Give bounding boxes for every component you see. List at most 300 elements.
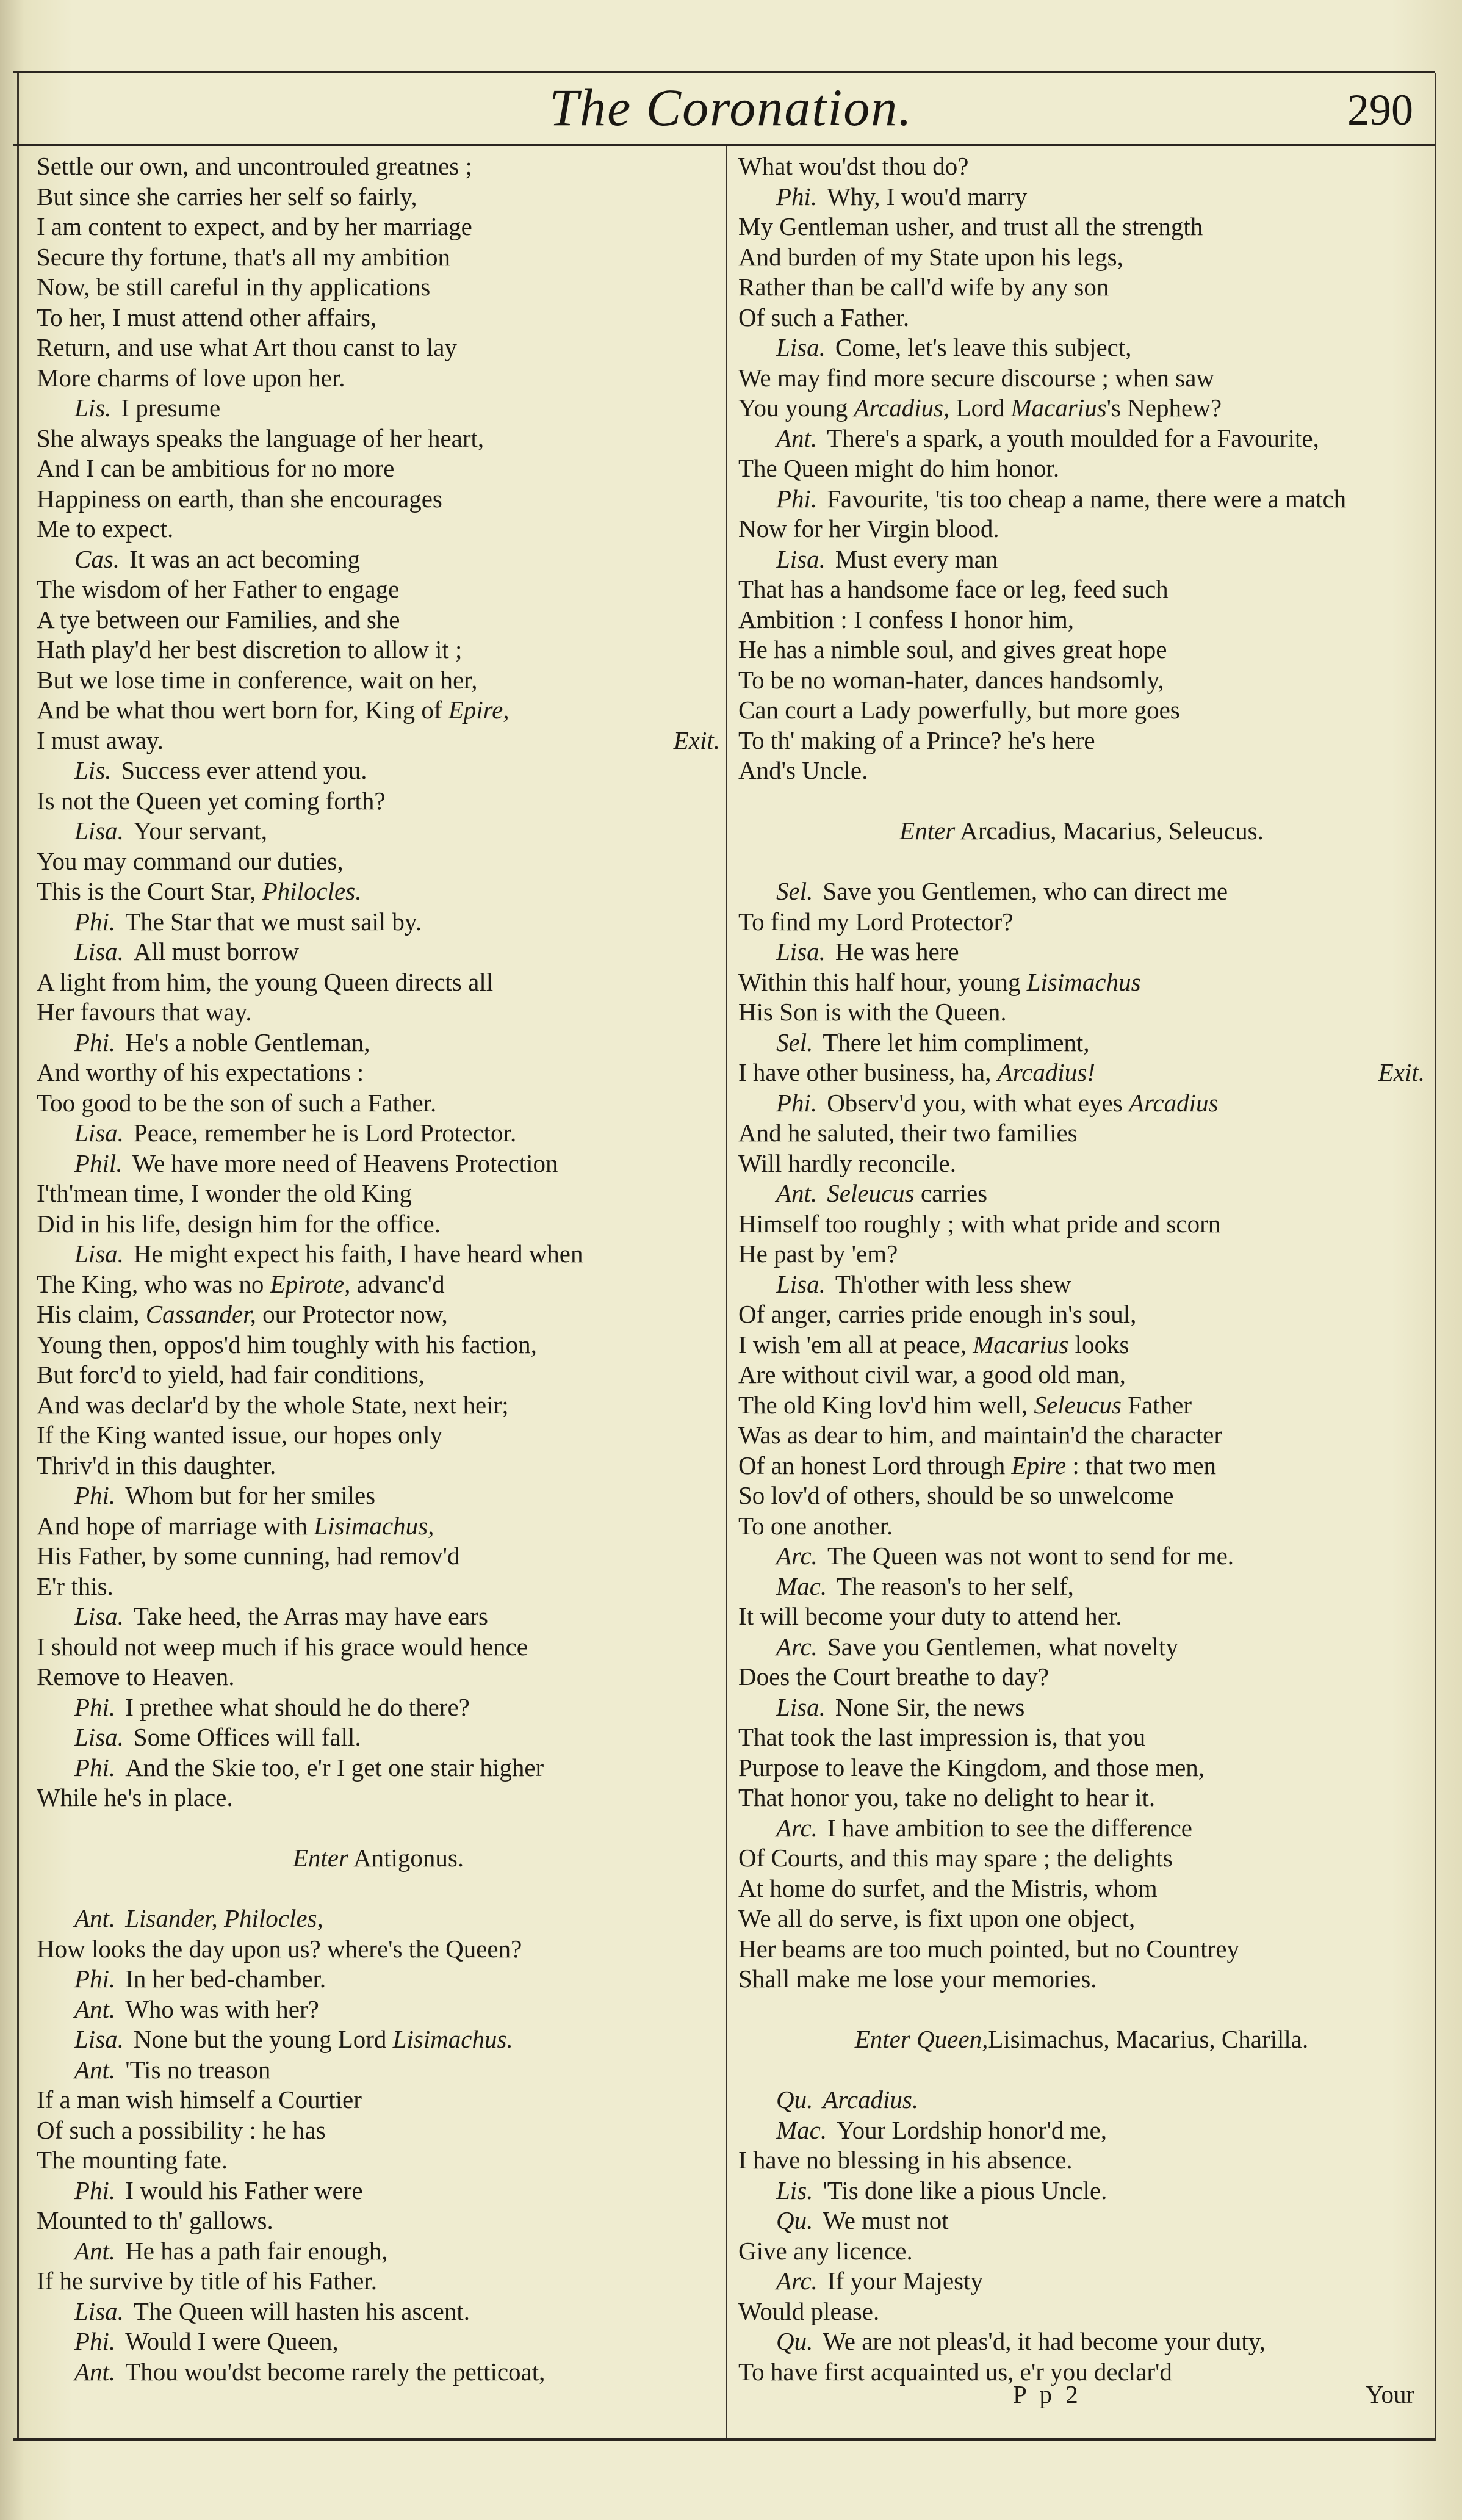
speaker-label: Lisa. [776,1269,826,1298]
verse-line [738,303,1425,333]
line-text: Give any licence. [738,2236,913,2265]
line-text: To have first acquainted us, e'r you declar'd [738,2357,1172,2386]
speaker-label: Phi. [74,1965,116,1993]
speaker-label: Phi. [74,2327,116,2355]
line-text: And he saluted, their two families [738,1119,1078,1147]
stage-direction [738,816,1425,847]
italic-name: Arcadius [1128,1088,1219,1117]
italic-name: Macarius [973,1330,1069,1359]
line-text: You may command our duties, [37,847,344,875]
line-text: A light from him, the young Queen directs all [37,967,494,996]
line-text: Within this half hour, young [738,967,1021,996]
verse-line [738,1934,1425,1965]
speaker-label: Qu. [776,2327,813,2355]
italic-name: Arcadius! [997,1058,1095,1086]
verse-line [37,2266,720,2297]
verse-line [738,1722,1425,1753]
line-text: At home do surfet, and the Mistris, whom [738,1874,1158,1902]
verse-line [37,1269,720,1300]
verse-line [37,786,720,817]
verse-line [738,1420,1425,1451]
line-text: If he survive by title of his Father. [37,2267,377,2295]
line-text: It was an act becoming [129,544,361,573]
line-text: Thou wou'dst become rarely the petticoat, [125,2357,546,2386]
verse-line [37,1662,720,1692]
verse-line [37,303,720,333]
line-text: He was here [835,937,959,966]
line-text: None but the young Lord [133,2025,387,2053]
line-text: Take heed, the Arras may have ears [133,1602,489,1630]
line-text: Your servant, [133,817,267,845]
speaker-label: Qu. [776,2206,813,2234]
verse-line [738,1058,1425,1088]
line-text: But forc'd to yield, had fair conditions, [37,1360,425,1388]
line-text: I presume [121,394,221,422]
line-text: If your Majesty [827,2267,983,2295]
line-text: Of such a Father. [738,303,910,331]
italic-name: Seleucus [1034,1390,1122,1419]
speaker-label: Phi. [74,1753,116,1782]
speaker-label: Phi. [74,1028,116,1056]
verse-line [37,333,720,363]
verse-line [37,1390,720,1421]
line-text: I have no blessing in his absence. [738,2146,1073,2174]
speaker-label: Qu. [776,2085,813,2114]
line-text: Come, let's leave this subject, [835,333,1132,361]
verse-line [37,1722,720,1753]
verse-line [37,574,720,605]
speaker-label: Lisa. [74,2297,124,2325]
verse-line [738,1028,1425,1058]
line-text: She always speaks the language of her heart, [37,424,484,452]
line-text: I prethee what should he do there? [125,1692,470,1721]
speaker-label: Lisa. [74,1602,124,1630]
line-text: We must not [823,2206,949,2234]
line-text: How looks the day upon us? where's the Queen? [37,1934,522,1963]
line-text: There let him compliment, [823,1028,1090,1056]
line-text: 'Tis done like a pious Uncle. [823,2176,1107,2204]
verse-line [37,242,720,273]
line-text: What wou'dst thou do? [738,152,969,180]
line-text: And the Skie too, e'r I get one stair higher [125,1753,544,1782]
line-text: So lov'd of others, should be so unwelcome [738,1481,1174,1509]
line-text: Of such a possibility : he has [37,2115,326,2144]
line-text: Save you Gentlemen, who can direct me [823,877,1228,905]
line-text: To one another. [738,1511,893,1540]
italic-name: Epirote, [270,1269,351,1298]
line-text: Settle our own, and uncontrouled greatnes ; [37,152,472,180]
speaker-label: Arc. [776,1542,818,1570]
line-text: He might expect his faith, I have heard when [133,1240,583,1268]
speaker-label: Phi. [776,182,818,211]
stage-characters: Antigonus. [353,1844,464,1872]
line-text: Her favours that way. [37,998,252,1026]
verse-line [738,151,1425,182]
verse-line [37,151,720,182]
line-text: Will hardly reconcile. [738,1149,956,1177]
line-text: To her, I must attend other affairs, [37,303,377,331]
line-text: Remove to Heaven. [37,1663,235,1691]
verse-line [738,1541,1425,1572]
verse-line [738,484,1425,514]
verse-line [738,1662,1425,1692]
speaker-label: Lis. [74,394,112,422]
line-text: Would I were Queen, [125,2327,339,2355]
line-text: The old King lov'd him well, [738,1390,1028,1419]
verse-line [738,1179,1425,1209]
line-text: We have more need of Heavens Protection [132,1149,558,1177]
line-text: I have other business, ha, [738,1058,992,1086]
line-text: He has a path fair enough, [125,2236,388,2265]
line-text: We may find more secure discourse ; when saw [738,363,1215,392]
speaker-label: Ant. [74,2357,116,2386]
exit-direction: Exit. [673,726,720,754]
speaker-label: Arc. [776,1813,818,1842]
line-text: A tye between our Families, and she [37,605,400,634]
line-text: Purpose to leave the Kingdom, and those men, [738,1753,1205,1782]
line-text-cont: looks [1075,1330,1129,1359]
line-text: Would please. [738,2297,880,2325]
verse-line [37,1179,720,1209]
line-text: Thriv'd in this daughter. [37,1451,276,1479]
line-text: That has a handsome face or leg, feed such [738,575,1169,603]
verse-line [37,1088,720,1119]
verse-line [738,1964,1425,1995]
speaker-label: Phi. [776,484,818,513]
verse-line [37,484,720,514]
verse-line [37,605,720,635]
verse-line [738,1783,1425,1813]
line-text: Her beams are too much pointed, but no Countrey [738,1934,1239,1963]
line-text: The Queen was not wont to send for me. [827,1542,1234,1570]
italic-name: Cassander, [145,1300,256,1328]
verse-line [37,2297,720,2327]
verse-line [738,605,1425,635]
verse-line [37,997,720,1028]
verse-line [37,2176,720,2206]
verse-line [738,574,1425,605]
verse-line [738,393,1425,424]
verse-line [37,937,720,967]
speaker-label: Ant. [74,2236,116,2265]
line-text: To th' making of a Prince? he's here [738,726,1095,754]
line-text: And's Uncle. [738,756,868,784]
line-text: If a man wish himself a Courtier [37,2085,362,2114]
line-text: Why, I wou'd marry [827,182,1028,211]
italic-name: Arcadius. [823,2085,919,2114]
blank-line [738,2055,1425,2085]
verse-line [738,2115,1425,2146]
right-column [738,151,1425,2387]
speaker-label: Lis. [776,2176,813,2204]
verse-line [738,1390,1425,1421]
italic-name: Philocles. [262,877,362,905]
line-text: Shall make me lose your memories. [738,1965,1097,1993]
speaker-label: Lisa. [74,2025,124,2053]
verse-line [738,1601,1425,1632]
verse-line [37,453,720,484]
line-text-cont: our Protector now, [262,1300,448,1328]
verse-line [738,937,1425,967]
speaker-label: Lisa. [776,544,826,573]
stage-verb: Enter [854,2025,910,2053]
line-text-cont: carries [920,1179,988,1207]
verse-line [37,1601,720,1632]
verse-line [37,876,720,907]
verse-line [37,1541,720,1572]
verse-line [738,997,1425,1028]
line-text: Th'other with less shew [835,1269,1071,1298]
speaker-label: Phil. [74,1149,123,1177]
line-text: Did in his life, design him for the office. [37,1209,441,1238]
line-text: Of an honest Lord through [738,1451,1006,1479]
italic-name: Macarius [1010,394,1107,422]
verse-line [738,2327,1425,2357]
verse-line [37,635,720,665]
speaker-label: Ant. [776,424,818,452]
verse-line [738,1874,1425,1904]
speaker-label: Mac. [776,1572,827,1600]
italic-name: Arcadius, [854,394,950,422]
verse-line [738,1360,1425,1390]
column-rule [726,146,727,2438]
verse-line [738,2206,1425,2236]
verse-line [37,665,720,696]
italic-name: Lisimachus, [314,1511,434,1540]
speaker-label: Arc. [776,1632,818,1661]
blank-line [738,847,1425,877]
verse-line [37,1118,720,1149]
line-text: He past by 'em? [738,1240,898,1268]
verse-line [738,726,1425,756]
left-column [37,151,720,2387]
line-text: 'Tis no treason [125,2055,271,2084]
verse-line [37,1299,720,1330]
line-text: Whom but for her smiles [125,1481,376,1509]
verse-line [37,967,720,998]
line-text: The Star that we must sail by. [125,907,422,936]
verse-line [738,453,1425,484]
line-text: I am content to expect, and by her marriage [37,212,472,240]
blank-line [738,1995,1425,2025]
speaker-label: Lisa. [776,1692,826,1721]
line-text: I should not weep much if his grace would hence [37,1632,528,1661]
line-text: All must borrow [133,937,299,966]
line-text: He has a nimble soul, and gives great hope [738,635,1167,663]
verse-line [738,695,1425,726]
verse-line [37,907,720,937]
line-text: Must every man [835,544,998,573]
line-text: But we lose time in conference, wait on her, [37,665,478,694]
verse-line [37,424,720,454]
verse-line [37,1511,720,1542]
line-text: Now, be still careful in thy applications [37,273,431,301]
line-text-cont: Father [1128,1390,1192,1419]
verse-line [37,1239,720,1269]
line-text: Save you Gentlemen, what novelty [827,1632,1178,1661]
speaker-label: Lisa. [776,937,826,966]
verse-line [37,847,720,877]
verse-line [37,2357,720,2388]
speaker-label: Phi. [74,1692,116,1721]
line-text: Rather than be call'd wife by any son [738,273,1109,301]
italic-name: Lisander, Philocles, [125,1904,323,1932]
verse-line [37,1209,720,1240]
line-text: We are not pleas'd, it had become your duty, [823,2327,1266,2355]
speaker-label: Ant. [74,1995,116,2023]
speaker-label: Phi. [74,907,116,936]
line-text: To be no woman-hater, dances handsomly, [738,665,1164,694]
verse-line [37,1481,720,1511]
blank-line [37,1813,720,1844]
verse-line [37,1058,720,1088]
italic-name: Seleucus [827,1179,915,1207]
line-text: Observ'd you, with what eyes [827,1088,1123,1117]
speaker-label: Mac. [776,2115,827,2144]
verse-line [738,1451,1425,1481]
line-text: The reason's to her self, [837,1572,1074,1600]
verse-line [37,1964,720,1995]
speaker-label: Phi. [74,1481,116,1509]
verse-line [738,1753,1425,1783]
line-text: Himself too roughly ; with what pride and scorn [738,1209,1221,1238]
signature-mark: P p 2 [1013,2380,1082,2408]
exit-direction: Exit. [1378,1058,1425,1086]
verse-line [37,2024,720,2055]
verse-line [738,2297,1425,2327]
verse-line [37,1934,720,1965]
line-text: While he's in place. [37,1783,233,1811]
verse-line [37,393,720,424]
line-text: His Father, by some cunning, had remov'd [37,1542,460,1570]
speaker-label: Ant. [776,1179,818,1207]
line-text: Me to expect. [37,514,174,543]
verse-line [738,242,1425,273]
verse-line [37,1692,720,1723]
line-text: Does the Court breathe to day? [738,1663,1049,1691]
line-text: In her bed-chamber. [125,1965,326,1993]
line-text: And burden of my State upon his legs, [738,242,1123,271]
line-text: Too good to be the son of such a Father. [37,1088,437,1117]
line-text-cont: 's Nephew? [1106,394,1222,422]
speaker-label: Phi. [776,1088,818,1117]
verse-line [37,212,720,242]
verse-line [37,1632,720,1663]
line-text: He's a noble Gentleman, [125,1028,370,1056]
stage-characters: Arcadius, Macarius, Seleucus. [960,817,1264,845]
verse-line [37,2206,720,2236]
verse-line [738,1209,1425,1240]
verse-line [37,1783,720,1813]
line-text: This is the Court Star, [37,877,256,905]
verse-line [738,1118,1425,1149]
speaker-label: Lis. [74,756,112,784]
top-rule [13,71,1435,73]
line-text: His Son is with the Queen. [738,998,1007,1026]
line-text: The mounting fate. [37,2146,228,2174]
verse-line [738,1692,1425,1723]
line-text-cont: Lord [956,394,1005,422]
line-text: I'th'mean time, I wonder the old King [37,1179,412,1207]
line-text: That honor you, take no delight to hear it. [738,1783,1156,1811]
verse-line [37,1420,720,1451]
verse-line [37,756,720,786]
stage-verb: Enter [899,817,956,845]
italic-name: Epire, [448,696,510,724]
verse-line [37,2115,720,2146]
verse-line [37,1753,720,1783]
verse-line [37,1149,720,1179]
line-text: Success ever attend you. [121,756,367,784]
verse-line [738,1904,1425,1934]
line-text: Was as dear to him, and maintain'd the character [738,1421,1223,1449]
line-text: Is not the Queen yet coming forth? [37,786,386,815]
line-text: My Gentleman usher, and trust all the strength [738,212,1203,240]
verse-line [37,272,720,303]
verse-line [738,182,1425,212]
line-text: And worthy of his expectations : [37,1058,364,1086]
verse-line [37,2055,720,2085]
page-number: 290 [1347,85,1413,134]
verse-line [738,544,1425,575]
verse-line [37,1360,720,1390]
line-text: Mounted to th' gallows. [37,2206,273,2234]
line-text: Young then, oppos'd him toughly with his faction, [37,1330,537,1359]
speaker-label: Lisa. [74,1119,124,1147]
line-text: I wish 'em all at peace, [738,1330,967,1359]
line-text: Your Lordship honor'd me, [837,2115,1107,2144]
verse-line [738,2266,1425,2297]
stage-direction [738,2024,1425,2055]
verse-line [37,2327,720,2357]
line-text: Some Offices will fall. [133,1723,361,1751]
verse-line [738,424,1425,454]
verse-line [738,1330,1425,1360]
speaker-label: Arc. [776,2267,818,2295]
line-text: Can court a Lady powerfully, but more goes [738,696,1180,724]
verse-line [738,1572,1425,1602]
line-text: And be what thou wert born for, King of [37,696,442,724]
verse-line [37,1904,720,1934]
line-text: Happiness on earth, than she encourages [37,484,442,513]
line-text: I would his Father were [125,2176,363,2204]
italic-name: Epire [1011,1451,1067,1479]
stage-direction [37,1843,720,1874]
verse-line [738,1088,1425,1119]
speaker-label: Ant. [74,1904,116,1932]
speaker-label: Phi. [74,2176,116,2204]
verse-line [37,726,720,756]
verse-line [738,1632,1425,1663]
verse-line [738,665,1425,696]
verse-line [37,363,720,394]
verse-line [738,272,1425,303]
line-text: Hath play'd her best discretion to allow it ; [37,635,463,663]
verse-line [37,1995,720,2025]
verse-line [738,2236,1425,2267]
speaker-label: Lisa. [776,333,826,361]
line-text: Of anger, carries pride enough in's soul, [738,1300,1137,1328]
verse-line [738,2176,1425,2206]
line-text: I must away. [37,726,164,754]
speaker-label: Sel. [776,1028,813,1056]
line-text: There's a spark, a youth moulded for a Favourite, [827,424,1319,452]
verse-line [738,1481,1425,1511]
line-text: His claim, [37,1300,140,1328]
verse-line [738,1269,1425,1300]
verse-line [738,1511,1425,1542]
verse-line [738,333,1425,363]
